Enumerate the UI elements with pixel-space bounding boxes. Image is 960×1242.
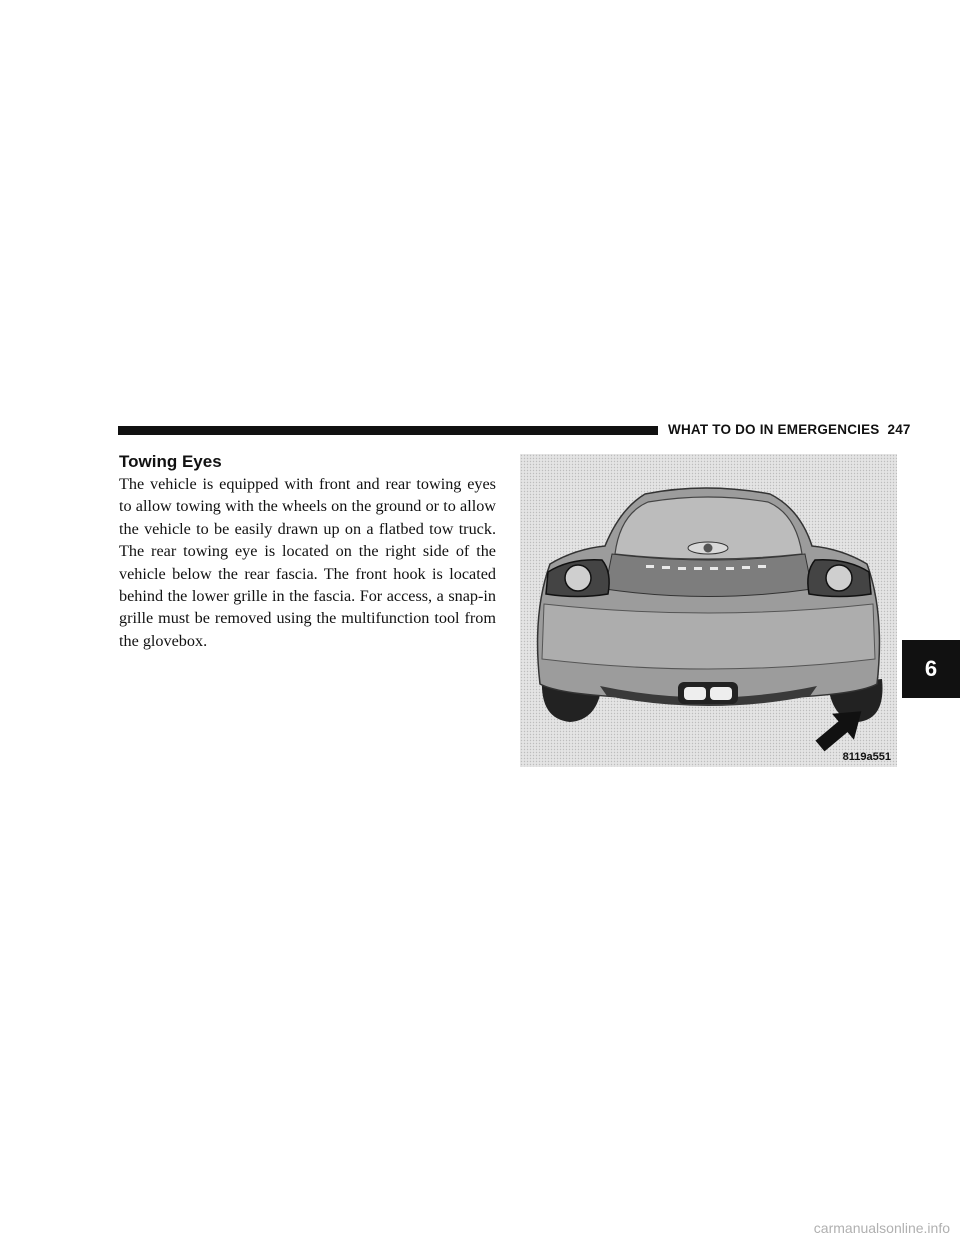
page-number: 247 — [887, 422, 911, 437]
running-header — [668, 422, 911, 437]
rear-car-illustration-icon — [520, 454, 897, 767]
section-title: Towing Eyes — [119, 452, 222, 471]
rear-towing-eye-figure — [520, 454, 897, 767]
figure-code: 8119a551 — [842, 751, 891, 763]
chapter-tab: 6 — [902, 640, 960, 698]
body-paragraph: The vehicle is equipped with front and rear towing eyes to allow towing with the wheels on the ground or to allow the vehicle to be easily drawn up on a flatbed tow truck. The rear towing eye is located on the right side of the vehicle below the rear fascia. The front hook is located behind the lower grille in the fascia. For access, a snap-in grille must be removed using the multifunction tool from the glovebox. — [119, 475, 496, 650]
header-section-title: WHAT TO DO IN EMERGENCIES — [668, 422, 880, 437]
watermark: carmanualsonline.info — [813, 1220, 950, 1236]
header-rule — [118, 426, 658, 435]
